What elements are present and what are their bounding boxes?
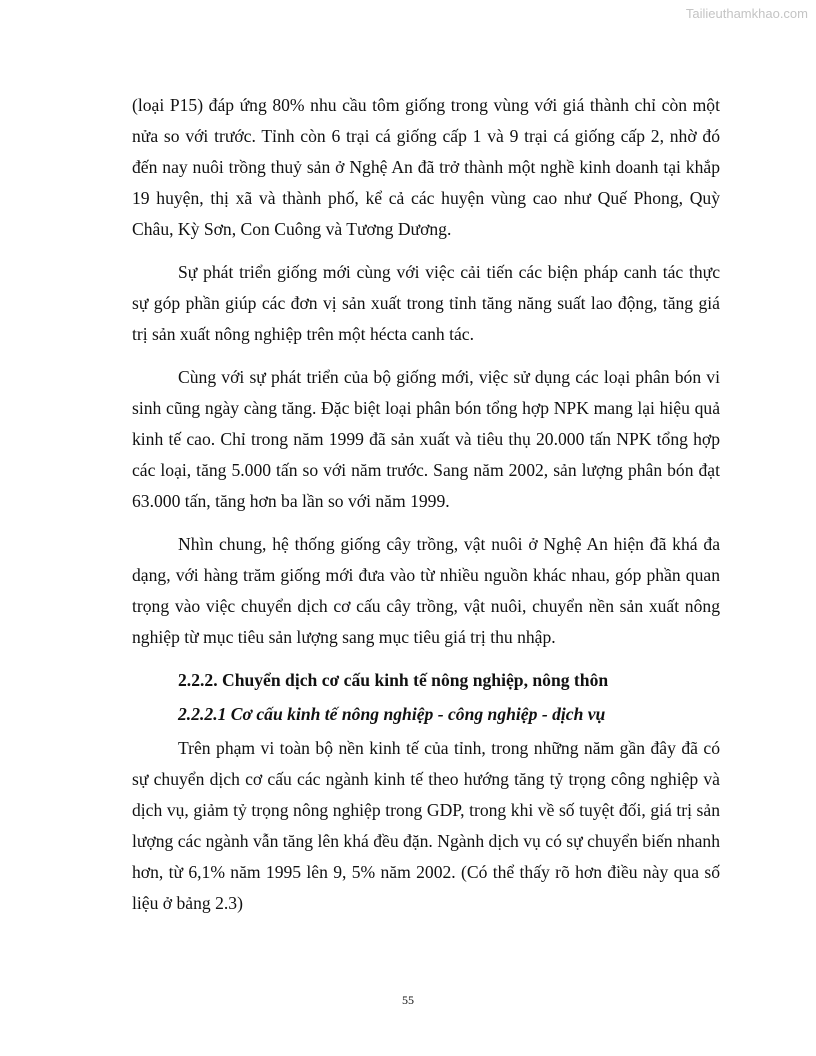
paragraph-shrimp-fish-seed: (loại P15) đáp ứng 80% nhu cầu tôm giống trong vùng với giá thành chỉ còn một nửa so với trước. Tỉnh còn 6 trại cá giống cấp 1 và 9 trại cá giống cấp 2, nhờ đó đến nay nuôi trồng thuỷ sản ở Nghệ An đã trở thành một nghề kinh doanh tại khắp 19 huyện, thị xã và thành phố, kể cả các huyện vùng cao như Quế Phong, Quỳ Châu, Kỳ Sơn, Con Cuông và Tương Dương. [132,95,720,239]
subsection-heading: 2.2.2.1 Cơ cấu kinh tế nông nghiệp - công nghiệp - dịch vụ [178,704,606,724]
paragraph-economic-structure: Trên phạm vi toàn bộ nền kinh tế của tỉnh, trong những năm gần đây đã có sự chuyển dịch cơ cấu các ngành kinh tế theo hướng tăng tỷ trọng công nghiệp và dịch vụ, giảm tỷ trọng nông nghiệp trong GDP, trong khi về số tuyệt đối, giá trị sản lượng các ngành vẫn tăng lên khá đều đặn. Ngành dịch vụ có sự chuyển biến nhanh hơn, từ 6,1% năm 1995 lên 9, 5% năm 2002. (Có thể thấy rõ hơn điều này qua số liệu ở bảng 2.3) [132,738,720,913]
page-body [132,90,720,931]
paragraph-fertilizer: Cùng với sự phát triển của bộ giống mới, việc sử dụng các loại phân bón vi sinh cũng ngày càng tăng. Đặc biệt loại phân bón tổng hợp NPK mang lại hiệu quả kinh tế cao. Chỉ trong năm 1999 đã sản xuất và tiêu thụ 20.000 tấn NPK tổng hợp các loại, tăng 5.000 tấn so với năm trước. Sang năm 2002, sản lượng phân bón đạt 63.000 tấn, tăng hơn ba lần so với năm 1999. [132,367,720,511]
section-heading: 2.2.2. Chuyển dịch cơ cấu kinh tế nông nghiệp, nông thôn [178,670,609,690]
paragraph-new-varieties: Sự phát triển giống mới cùng với việc cải tiến các biện pháp canh tác thực sự góp phần giúp các đơn vị sản xuất trong tỉnh tăng năng suất lao động, tăng giá trị sản xuất nông nghiệp trên một hécta canh tác. [132,262,720,344]
watermark: Tailieuthamkhao.com [685,6,808,21]
page-number: 55 [402,993,414,1007]
paragraph-summary: Nhìn chung, hệ thống giống cây trồng, vật nuôi ở Nghệ An hiện đã khá đa dạng, với hàng trăm giống mới đưa vào từ nhiều nguồn khác nhau, góp phần quan trọng vào việc chuyển dịch cơ cấu cây trồng, vật nuôi, chuyển nền sản xuất nông nghiệp từ mục tiêu sản lượng sang mục tiêu giá trị thu nhập. [132,534,720,647]
